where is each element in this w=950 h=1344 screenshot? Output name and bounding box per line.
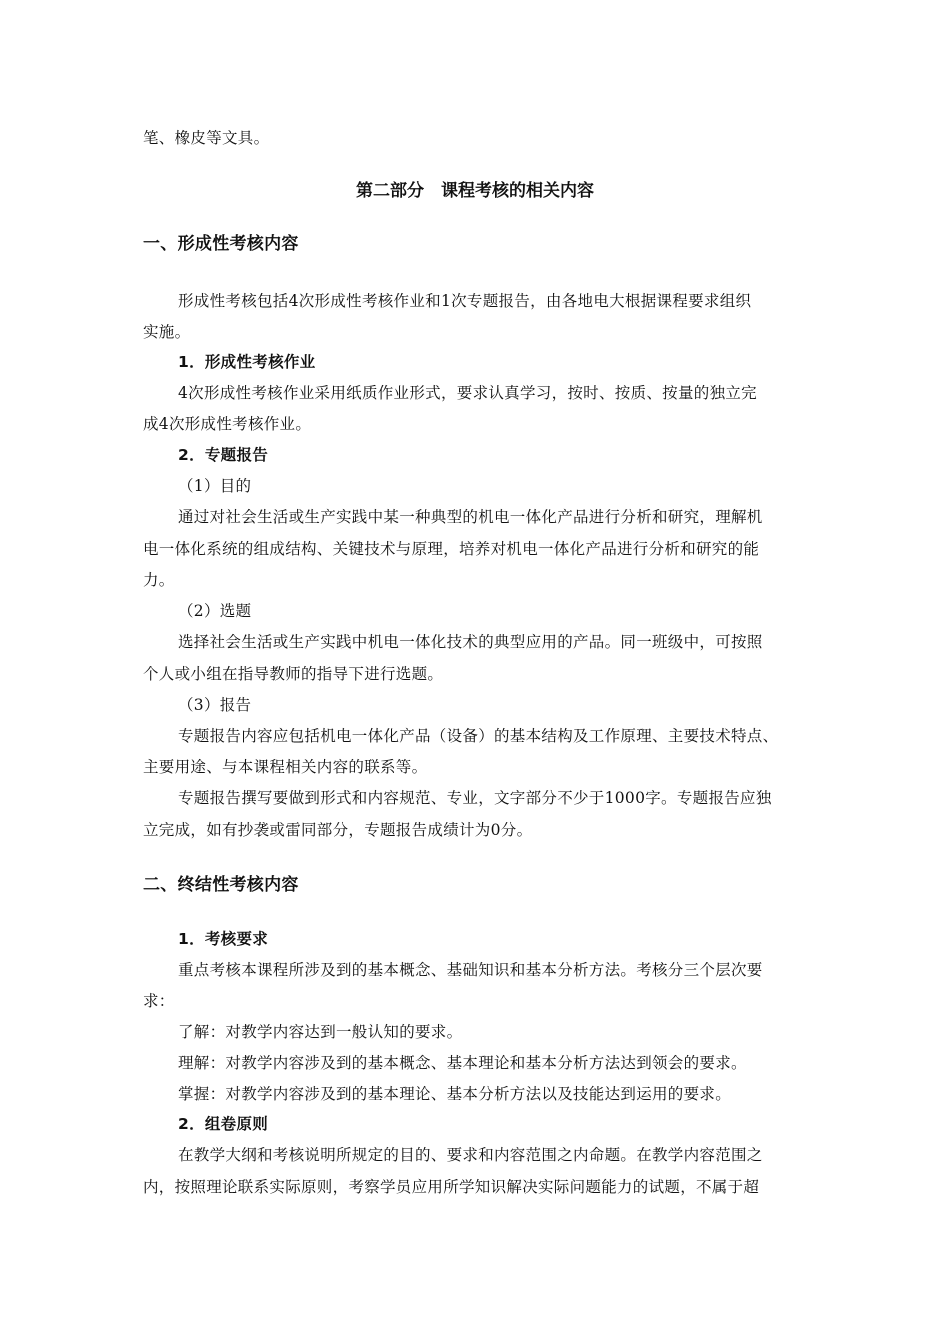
paragraph-line: 专题报告撰写要做到形式和内容规范、专业，文字部分不少于1000字。专题报告应独 <box>178 789 772 807</box>
part-title: 第二部分 课程考核的相关内容 <box>356 181 594 201</box>
paragraph-line: 4次形成性考核作业采用纸质作业形式，要求认真学习，按时、按质、按量的独立完 <box>178 384 757 402</box>
paragraph-line: 重点考核本课程所涉及到的基本概念、基础知识和基本分析方法。考核分三个层次要 <box>178 961 763 979</box>
paragraph-line: 求： <box>143 992 175 1010</box>
item-heading: （2）选题 <box>178 602 252 620</box>
paragraph-line: 了解：对教学内容达到一般认知的要求。 <box>178 1023 463 1041</box>
subsection-heading: 1．形成性考核作业 <box>178 353 316 371</box>
paragraph-line: 立完成，如有抄袭或雷同部分，专题报告成绩计为0分。 <box>143 821 533 839</box>
subsection-heading: 2．组卷原则 <box>178 1115 269 1133</box>
paragraph-line: 掌握：对教学内容涉及到的基本理论、基本分析方法以及技能达到运用的要求。 <box>178 1085 732 1103</box>
section-heading: 二、终结性考核内容 <box>143 875 299 895</box>
paragraph-line: 在教学大纲和考核说明所规定的目的、要求和内容范围之内命题。在教学内容范围之 <box>178 1146 763 1164</box>
paragraph-line: 内，按照理论联系实际原则，考察学员应用所学知识解决实际问题能力的试题，不属于超 <box>143 1178 760 1196</box>
paragraph-line: 电一体化系统的组成结构、关键技术与原理，培养对机电一体化产品进行分析和研究的能 <box>143 540 760 558</box>
paragraph-line: 实施。 <box>143 323 191 341</box>
paragraph-line: 主要用途、与本课程相关内容的联系等。 <box>143 758 428 776</box>
paragraph-line: 力。 <box>143 571 175 589</box>
paragraph-line: 通过对社会生活或生产实践中某一种典型的机电一体化产品进行分析和研究，理解机 <box>178 508 763 526</box>
subsection-heading: 2．专题报告 <box>178 446 269 464</box>
paragraph-line: 个人或小组在指导教师的指导下进行选题。 <box>143 665 444 683</box>
paragraph-line: 理解：对教学内容涉及到的基本概念、基本理论和基本分析方法达到领会的要求。 <box>178 1054 747 1072</box>
subsection-heading: 1．考核要求 <box>178 930 269 948</box>
paragraph-line: 成4次形成性考核作业。 <box>143 415 312 433</box>
paragraph-line: 形成性考核包括4次形成性考核作业和1次专题报告，由各地电大根据课程要求组织 <box>178 292 752 310</box>
item-heading: （1）目的 <box>178 477 252 495</box>
paragraph-line: 专题报告内容应包括机电一体化产品（设备）的基本结构及工作原理、主要技术特点、 <box>178 727 779 745</box>
item-heading: （3）报告 <box>178 696 252 714</box>
section-heading: 一、形成性考核内容 <box>143 234 299 254</box>
text-line: 笔、橡皮等文具。 <box>143 129 270 147</box>
paragraph-line: 选择社会生活或生产实践中机电一体化技术的典型应用的产品。同一班级中，可按照 <box>178 633 763 651</box>
